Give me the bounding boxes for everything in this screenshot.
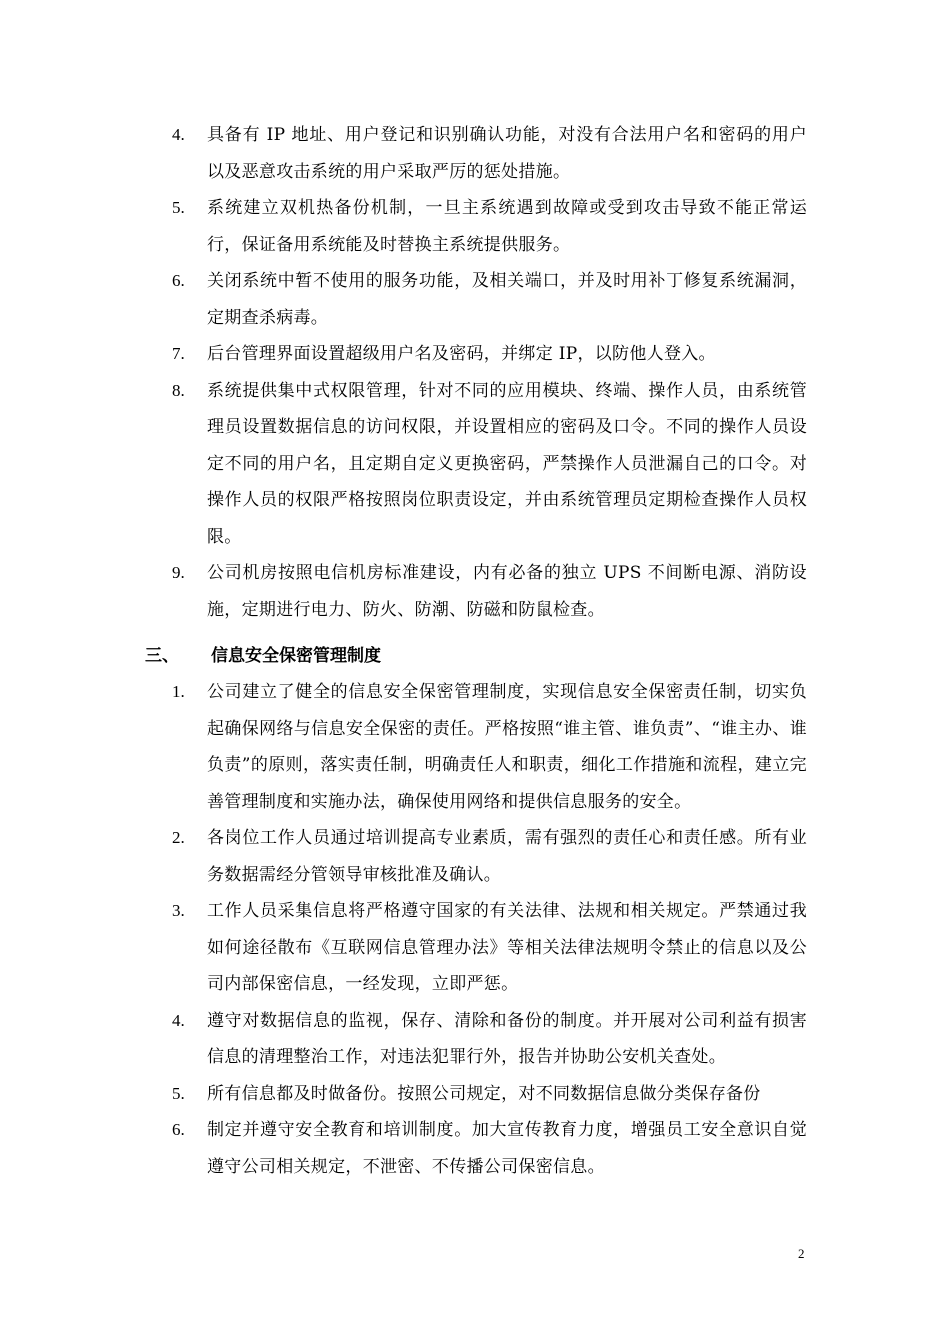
list-item (0, 555, 950, 628)
list-item (0, 1076, 950, 1113)
list-item (0, 336, 950, 373)
list-item-number: 2. (172, 828, 185, 847)
page-number: 2 (798, 1246, 805, 1261)
list-item-text: 具备有 IP 地址、用户登记和识别确认功能，对没有合法用户名和密码的用户以及恶意攻击系统的用户采取严厉的惩处措施。 (207, 125, 807, 182)
list-item-number: 4. (172, 125, 185, 144)
list-item-text: 公司建立了健全的信息安全保密管理制度，实现信息安全保密责任制，切实负起确保网络与信息安全保密的责任。严格按照“谁主管、谁负责”、“谁主办、谁负责”的原则，落实责任制，明确责任人和职责，细化工作措施和流程，建立完善管理制度和实施办法，确保使用网络和提供信息服务的安全。 (207, 682, 807, 812)
list-item-number: 9. (172, 563, 185, 582)
list-item (0, 1112, 950, 1185)
list-item (0, 1003, 950, 1076)
list-item-number: 4. (172, 1010, 185, 1030)
list-item-number: 6. (172, 1120, 185, 1139)
list-item (0, 190, 950, 263)
list-item-number: 1. (172, 682, 185, 701)
list-item-text: 后台管理界面设置超级用户名及密码，并绑定 IP，以防他人登入。 (207, 344, 716, 364)
list-item-number: 5. (172, 198, 185, 217)
list-item-text: 关闭系统中暂不使用的服务功能，及相关端口，并及时用补丁修复系统漏洞，定期查杀病毒。 (207, 271, 807, 328)
list-item (0, 263, 950, 336)
section-title: 信息安全保密管理制度 (211, 646, 381, 666)
list-item-number: 7. (172, 344, 185, 363)
section-heading (145, 638, 545, 674)
list-item-text: 系统建立双机热备份机制，一旦主系统遇到故障或受到攻击导致不能正常运行，保证备用系统能及时替换主系统提供服务。 (207, 198, 807, 255)
list-item-number: 3. (172, 901, 185, 920)
list-item (0, 117, 950, 190)
list-item (0, 893, 950, 1003)
list-item-text: 遵守对数据信息的监视，保存、清除和备份的制度。并开展对公司利益有损害信息的清理整治工作，对违法犯罪行外，报告并协助公安机关查处。 (207, 1010, 807, 1067)
security-policy-list (0, 674, 950, 1185)
list-item (0, 373, 950, 556)
list-item-number: 8. (172, 380, 185, 400)
section-number: 三、 (145, 646, 179, 666)
list-item-text: 制定并遵守安全教育和培训制度。加大宣传教育力度，增强员工安全意识自觉遵守公司相关规定，不泄密、不传播公司保密信息。 (207, 1120, 807, 1177)
list-item-number: 5. (172, 1083, 185, 1103)
list-item-text: 各岗位工作人员通过培训提高专业素质，需有强烈的责任心和责任感。所有业务数据需经分管领导审核批准及确认。 (207, 828, 807, 885)
list-item (0, 820, 950, 893)
list-item-text: 工作人员采集信息将严格遵守国家的有关法律、法规和相关规定。严禁通过我如何途径散布《互联网信息管理办法》等相关法律法规明令禁止的信息以及公司内部保密信息，一经发现，立即严惩。 (207, 901, 807, 994)
measures-list-continued (0, 117, 950, 628)
list-item (0, 674, 950, 820)
list-item-text: 系统提供集中式权限管理，针对不同的应用模块、终端、操作人员，由系统管理员设置数据信息的访问权限，并设置相应的密码及口令。不同的操作人员设定不同的用户名，且定期自定义更换密码，严禁操作人员泄漏自己的口令。对操作人员的权限严格按照岗位职责设定，并由系统管理员定期检查操作人员权限。 (207, 380, 807, 547)
list-item-text: 公司机房按照电信机房标准建设，内有必备的独立 UPS 不间断电源、消防设施，定期进行电力、防火、防潮、防磁和防鼠检查。 (207, 563, 807, 620)
list-item-number: 6. (172, 271, 185, 290)
list-item-text: 所有信息都及时做备份。按照公司规定，对不同数据信息做分类保存备份 (207, 1083, 761, 1104)
